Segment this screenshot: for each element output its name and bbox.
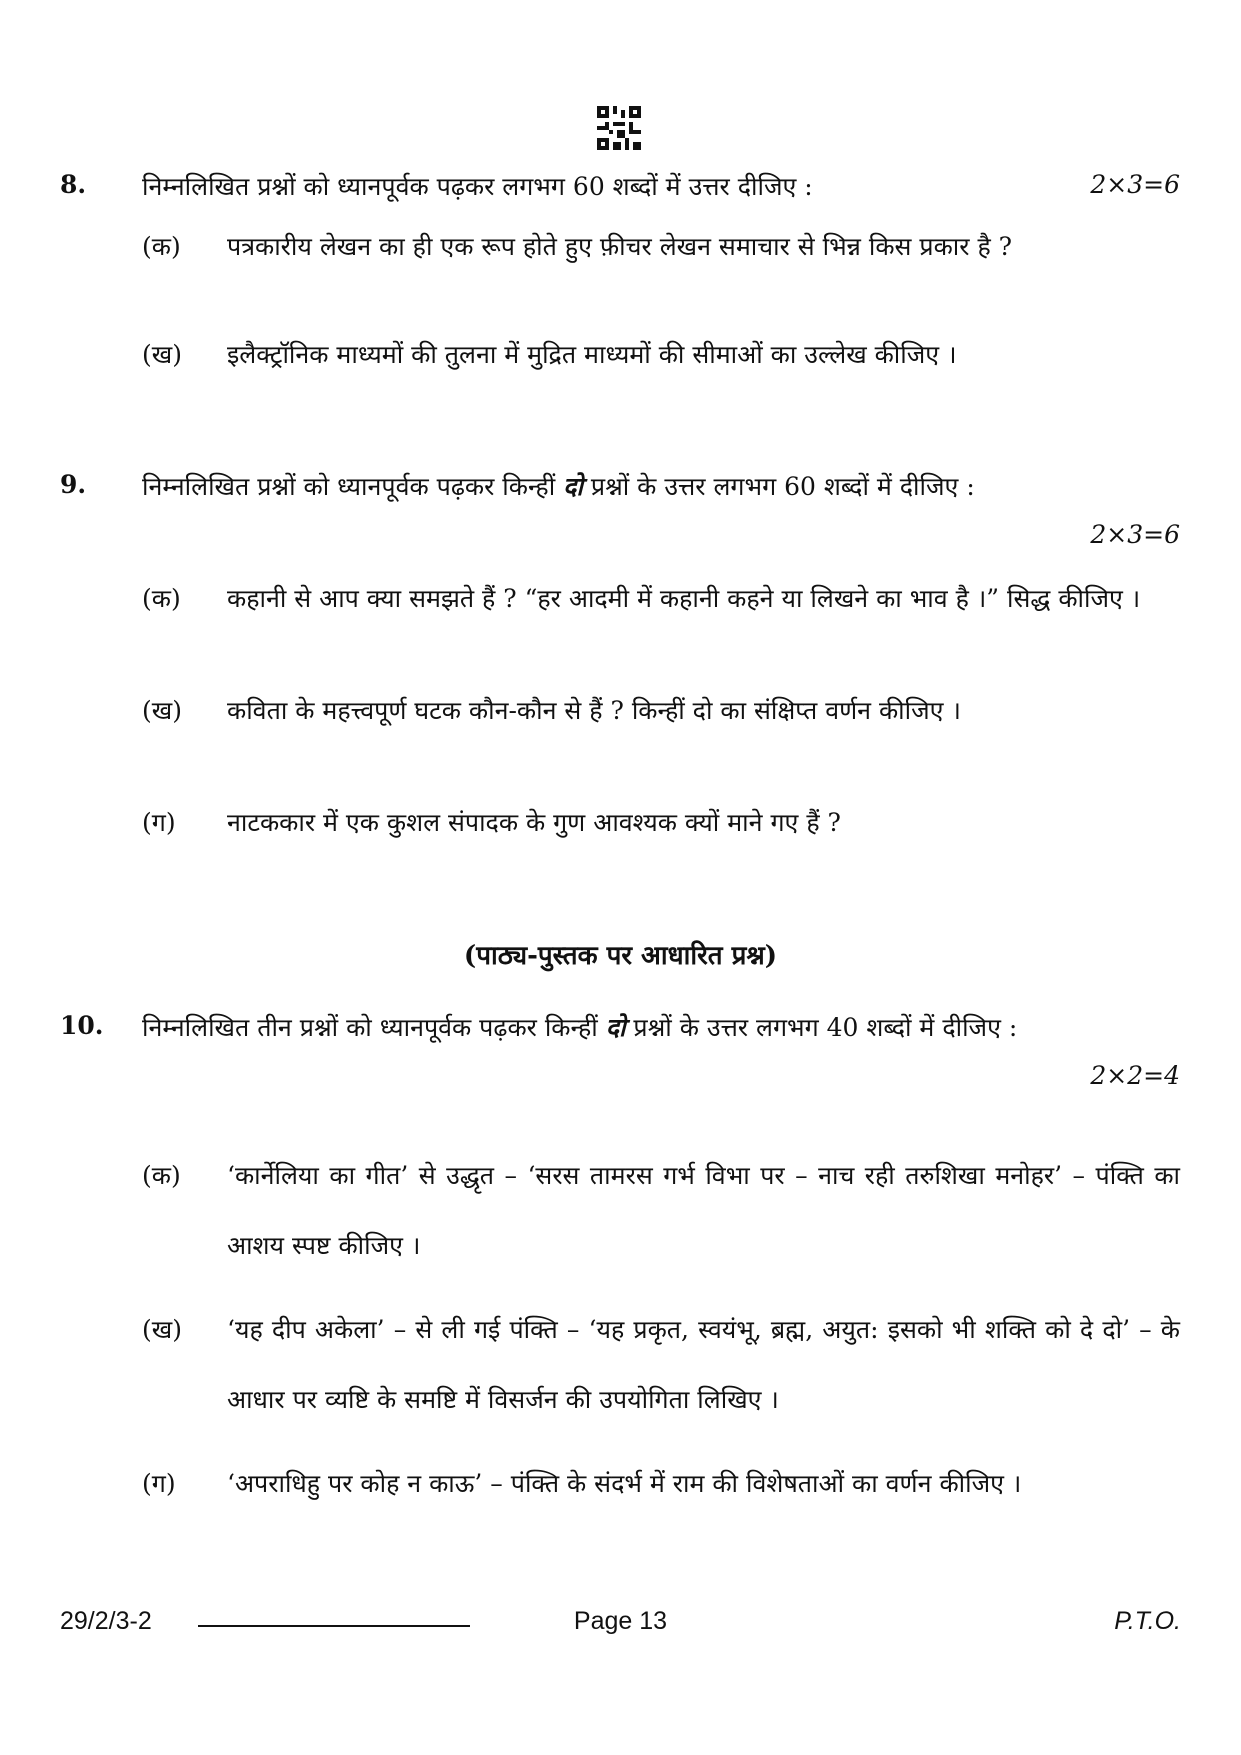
marks: 2×3=6 — [1090, 170, 1180, 199]
question-stem — [142, 162, 1180, 212]
stem-part: निम्नलिखित तीन प्रश्नों को ध्यानपूर्वक पढ़कर किन्हीं — [142, 1013, 598, 1042]
sub-question-text: पत्रकारीय लेखन का ही एक रूप होते हुए फ़ीचर लेखन समाचार से भिन्न किस प्रकार है ? — [227, 232, 1013, 261]
question-stem-text — [142, 1003, 1142, 1053]
sub-question-label: (ख) — [142, 696, 182, 725]
question-number: 8. — [60, 170, 87, 199]
stem-part: प्रश्नों के उत्तर लगभग 40 शब्दों में दीजिए : — [633, 1013, 1018, 1042]
page-number: Page 13 — [573, 1607, 668, 1635]
sub-question-text: इलैक्ट्रॉनिक माध्यमों की तुलना में मुद्रित माध्यमों की सीमाओं का उल्लेख कीजिए । — [227, 340, 957, 369]
question-number: 9. — [60, 470, 87, 499]
sub-question-text: ‘कार्नेलिया का गीत’ से उद्धृत – ‘सरस तामरस गर्भ विभा पर – नाच रही तरुशिखा मनोहर’ – पंक्ति का आशय स्पष्ट कीजिए । — [227, 1161, 1180, 1260]
sub-question-text: कविता के महत्त्वपूर्ण घटक कौन-कौन से हैं ? किन्हीं दो का संक्षिप्त वर्णन कीजिए । — [227, 696, 961, 725]
question-stem-text: निम्नलिखित प्रश्नों को ध्यानपूर्वक पढ़कर लगभग 60 शब्दों में उत्तर दीजिए : — [142, 172, 813, 201]
qr-code-icon — [597, 106, 641, 150]
marks: 2×2=4 — [1090, 1061, 1180, 1090]
page-footer — [60, 1607, 1181, 1643]
stem-part: निम्नलिखित प्रश्नों को ध्यानपूर्वक पढ़कर किन्हीं — [142, 472, 556, 501]
sub-question — [142, 222, 1180, 322]
question-stem — [142, 1003, 1180, 1053]
sub-question-text: नाटककार में एक कुशल संपादक के गुण आवश्यक क्यों माने गए हैं ? — [227, 808, 841, 837]
question-number: 10. — [60, 1011, 104, 1040]
question-stem-text — [142, 462, 1102, 512]
sub-question-label: (ख) — [142, 340, 182, 369]
marks: 2×3=6 — [1090, 520, 1180, 549]
section-heading: (पाठ्य-पुस्तक पर आधारित प्रश्न) — [463, 941, 778, 971]
sub-question-label: (क) — [142, 232, 181, 261]
sub-question-label: (क) — [142, 1161, 181, 1190]
sub-question-text: कहानी से आप क्या समझते हैं ? “हर आदमी में कहानी कहने या लिखने का भाव है ।” सिद्ध कीजिए । — [227, 584, 1141, 613]
paper-code: 29/2/3-2 — [60, 1607, 152, 1635]
pto-label: P.T.O. — [1114, 1607, 1181, 1635]
sub-question-label: (ग) — [142, 1469, 176, 1498]
sub-question-label: (क) — [142, 584, 181, 613]
question-stem — [142, 462, 1180, 512]
sub-question-text: ‘यह दीप अकेला’ – से ली गई पंक्ति – ‘यह प्रकृत, स्वयंभू, ब्रह्म, अयुत: इसको भी शक्ति को दे दो’ – के आधार पर व्यष्टि के समष्टि में विसर्जन की उपयोगिता लिखिए । — [227, 1315, 1180, 1414]
sub-question-label: (ग) — [142, 808, 176, 837]
sub-question-label: (ख) — [142, 1315, 182, 1344]
stem-emphasis: दो — [563, 472, 583, 501]
sub-question-text: ‘अपराधिहु पर कोह न काऊ’ – पंक्ति के संदर्भ में राम की विशेषताओं का वर्णन कीजिए । — [227, 1469, 1022, 1498]
stem-emphasis: दो — [605, 1013, 626, 1042]
stem-part: प्रश्नों के उत्तर लगभग 60 शब्दों में दीजिए : — [590, 472, 975, 501]
